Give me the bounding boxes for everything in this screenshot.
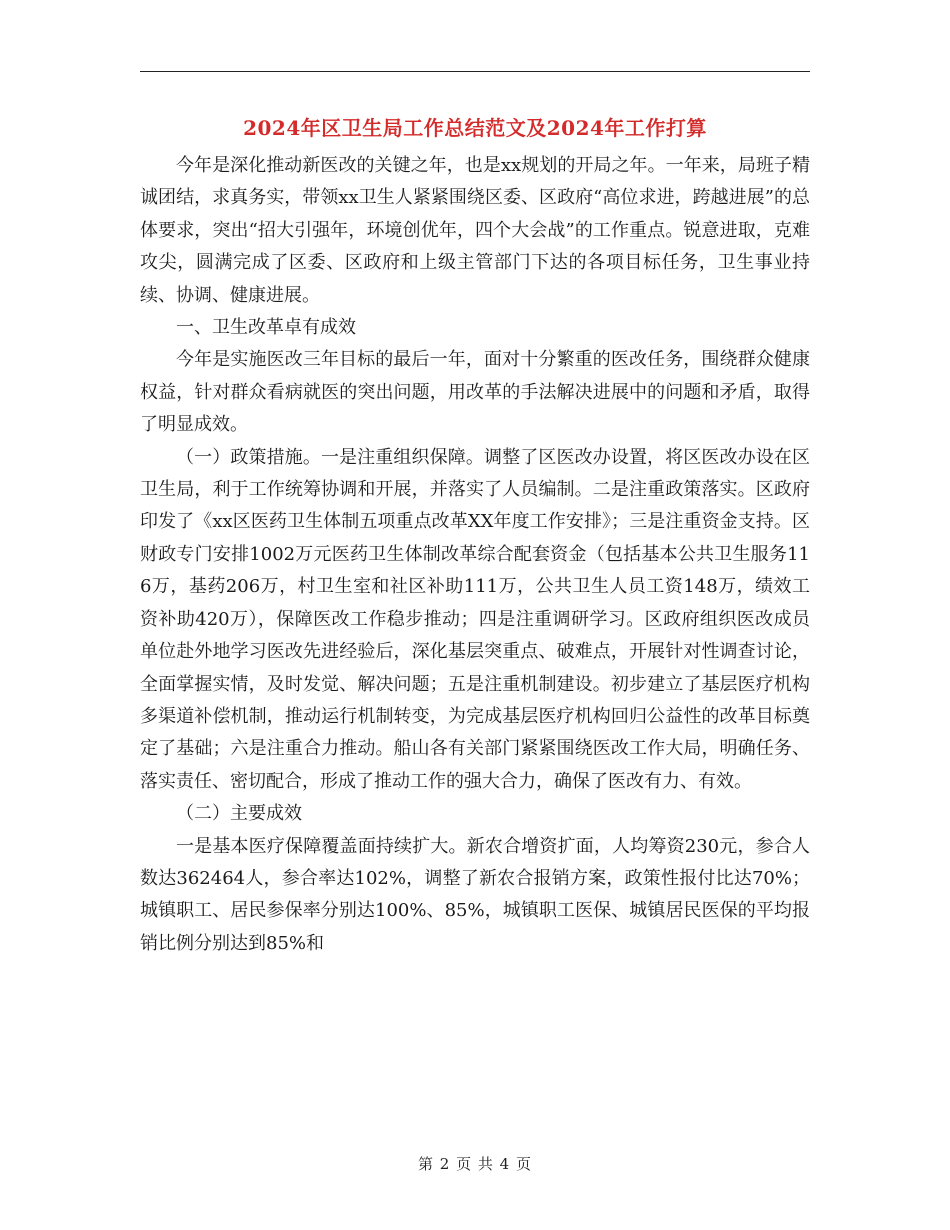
- paragraph-medical-insurance: 一是基本医疗保障覆盖面持续扩大。新农合增资扩面，人均筹资230元，参合人数达362464人，参合率达102%，调整了新农合报销方案，政策性报付比达70%；城镇职工、居民参保率分别达100%、85%，城镇职工医保、城镇居民医保的平均报销比例分别达到85%和: [140, 835, 810, 954]
- document-body: [140, 150, 810, 960]
- document-title: 2024年区卫生局工作总结范文及2024年工作打算: [243, 116, 707, 140]
- paragraph-policy-measures: （一）政策措施。一是注重组织保障。调整了区医改办设置，将区医改办设在区卫生局，利于工作统筹协调和开展，并落实了人员编制。二是注重政策落实。区政府印发了《xx区医药卫生体制五项重点改革XX年度工作安排》；三是注重资金支持。区财政专门安排1002万元医药卫生体制改革综合配套资金（包括基本公共卫生服务116万，基药206万，村卫生室和社区补助111万，公共卫生人员工资148万，绩效工资补助420万），保障医改工作稳步推动；四是注重调研学习。区政府组织医改成员单位赴外地学习医改先进经验后，深化基层突重点、破难点，开展针对性调查讨论，全面掌握实情，及时发觉、解决问题；五是注重机制建设。初步建立了基层医疗机构多渠道补偿机制，推动运行机制转变，为完成基层医疗机构回归公益性的改革目标奠定了基础；六是注重合力推动。船山各有关部门紧紧围绕医改工作大局，明确任务、落实责任、密切配合，形成了推动工作的强大合力，确保了医改有力、有效。: [140, 446, 810, 792]
- paragraph-intro: 今年是深化推动新医改的关键之年，也是xx规划的开局之年。一年来，局班子精诚团结，求真务实，带领xx卫生人紧紧围绕区委、区政府“高位求进，跨越进展”的总体要求，突出“招大引强年，环境创优年，四个大会战”的工作重点。锐意进取，克难攻尖，圆满完成了区委、区政府和上级主管部门下达的各项目标任务，卫生事业持续、协调、健康进展。: [140, 155, 810, 306]
- subheading-main-results: （二）主要成效: [176, 803, 302, 825]
- paragraph-reform-summary: 今年是实施医改三年目标的最后一年，面对十分繁重的医改任务，围绕群众健康权益，针对群众看病就医的突出问题，用改革的手法解决进展中的问题和矛盾，取得了明显成效。: [140, 349, 810, 436]
- section-heading-reform: 一、卫生改革卓有成效: [176, 317, 356, 339]
- page-footer: 第 2 页 共 4 页: [418, 1155, 532, 1173]
- header-rule: [140, 71, 810, 72]
